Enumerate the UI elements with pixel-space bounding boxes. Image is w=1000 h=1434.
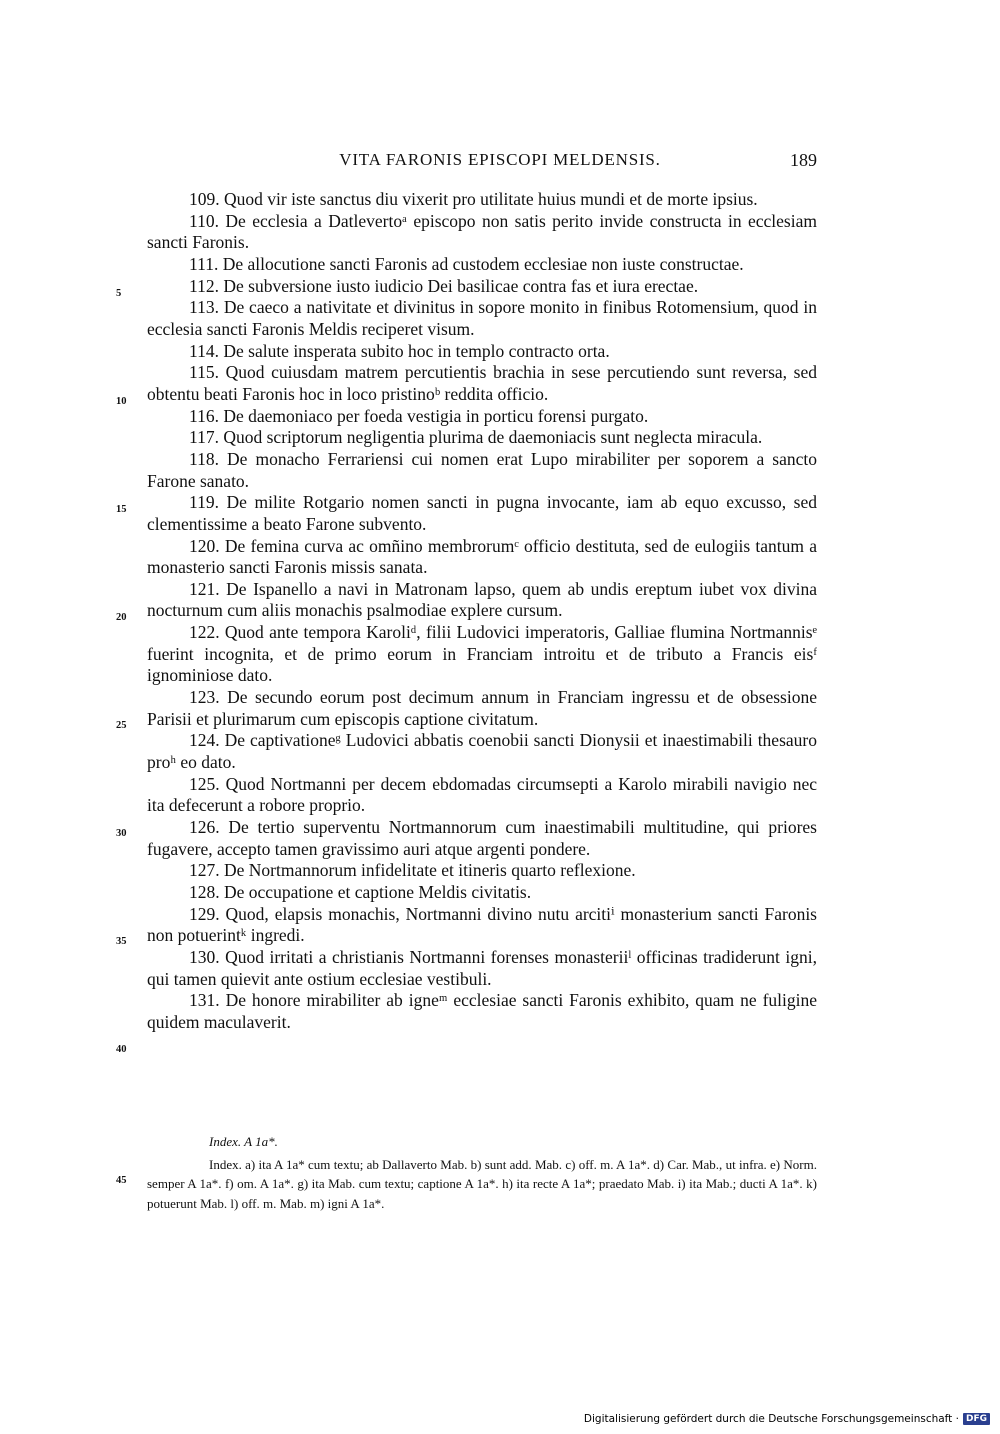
index-entry: 116. De daemoniaco per foeda vestigia in porticu forensi purgato.: [189, 405, 649, 426]
footnotes: [147, 1132, 817, 1213]
index-entry: 128. De occupatione et captione Meldis civitatis.: [189, 882, 532, 902]
footnote-line-number: 45: [116, 1175, 127, 1186]
index-entry: 123. De secundo eorum post decimum annum in Franciam ingressu et de obsessione Parisii et plurimarum cum episcopis captione civitatum.: [147, 687, 817, 729]
line-number: 30: [116, 828, 127, 839]
dfg-logo: DFG: [963, 1413, 990, 1425]
footnote-heading: Index. A 1a*.: [209, 1134, 278, 1149]
index-entry: 124. De captivationeᵍ Ludovici abbatis coenobii sancti Dionysii et inaestimabili thesauro proʰ eo dato.: [147, 730, 817, 773]
index-entry: 129. Quod, elapsis monachis, Nortmanni divino nutu arcitiⁱ monasterium sancti Faronis non potuerintᵏ ingredi.: [147, 903, 817, 946]
index-entry: 118. De monacho Ferrariensi cui nomen erat Lupo mirabiliter per soporem a sancto Farone sanato.: [147, 448, 817, 491]
page-number: 189: [790, 150, 817, 170]
index-entry: 130. Quod irritati a christianis Nortmanni forenses monasteriiˡ officinas tradiderunt igni, qui tamen quievit ante ostium ecclesiae vestibuli.: [147, 946, 817, 989]
line-number: 10: [116, 396, 127, 407]
index-entry: 115. Quod cuiusdam matrem percutientis brachia in sese percutiendo sunt reversa, sed obtentu beati Faronis hoc in loco pristinoᵇ reddita officio.: [147, 362, 817, 404]
index-entry: 112. De subversione iusto iudicio Dei basilicae contra fas et iura erectae.: [189, 275, 699, 296]
index-entry: 113. De caeco a nativitate et divinitus in sopore monito in finibus Rotomensium, quod in ecclesia sancti Faronis Meldis reciperet visum.: [147, 297, 817, 339]
footnote-body: Index. a) ita A 1a* cum textu; ab Dallaverto Mab. b) sunt add. Mab. c) off. m. A 1a*. d) Car. Mab., ut infra. e) Norm. semper A 1a*. f) om. A 1a*. g) ita Mab. cum textu; captione A 1a*. h) ita recte A 1a*; praedato Mab. i) ita Mab.; ducti A 1a*. k) potuerunt Mab. l) off. m. Mab. m) igni A 1a*.: [147, 1156, 817, 1211]
line-number: 20: [116, 612, 127, 623]
line-number: 25: [116, 720, 127, 731]
index-entry: 114. De salute insperata subito hoc in templo contracto orta.: [189, 340, 610, 361]
index-entry: 111. De allocutione sancti Faronis ad custodem ecclesiae non iuste constructae.: [189, 253, 744, 274]
index-entry: 117. Quod scriptorum negligentia plurima de daemoniacis sunt neglecta miracula.: [189, 427, 763, 448]
index-entry: 125. Quod Nortmanni per decem ebdomadas circumsepti a Karolo mirabili navigio nec ita defecerunt a robore proprio.: [147, 773, 817, 816]
index-list: [147, 189, 817, 1034]
credit-text: Digitalisierung gefördert durch die Deutsche Forschungsgemeinschaft ·: [583, 1413, 959, 1425]
index-entry: 120. De femina curva ac omñino membrorumᶜ officio destituta, sed de eulogiis tantum a monasterio sancti Faronis missis sanata.: [147, 535, 817, 578]
line-number: 5: [116, 288, 122, 299]
index-entry: 122. Quod ante tempora Karoliᵈ, filii Ludovici imperatoris, Galliae flumina Nortmannisᵉ fuerint incognita, et de primo eorum in Franciam introitu et de tributo a Francis eisᶠ ignominiose dato.: [147, 622, 817, 686]
index-entry: 127. De Nortmannorum infidelitate et itineris quarto reflexione.: [189, 860, 636, 881]
digitization-credit: [584, 1413, 990, 1425]
index-entry: 121. De Ispanello a navi in Matronam lapso, quem ab undis ereptum iubet vox divina nocturnum cum aliis monachis psalmodiae explere cursum.: [147, 578, 817, 621]
index-entry: 109. Quod vir iste sanctus diu vixerit pro utilitate huius mundi et de morte ipsius.: [189, 189, 758, 209]
line-number: 15: [116, 504, 127, 515]
index-entry: 110. De ecclesia a Datlevertoᵃ episcopo non satis perito invide constructa in ecclesiam sancti Faronis.: [147, 210, 817, 253]
index-entry: 126. De tertio superventu Nortmannorum cum inaestimabili multitudine, qui priores fugavere, accepto tamen gravissimo auri atque argenti pondere.: [147, 817, 817, 859]
index-entry: 131. De honore mirabiliter ab igneᵐ ecclesiae sancti Faronis exhibito, quam ne fuligine quidem maculaverit.: [147, 990, 817, 1032]
line-number: 40: [116, 1044, 127, 1055]
line-number: 35: [116, 936, 127, 947]
index-entry: 119. De milite Rotgario nomen sancti in pugna invocante, iam ab equo excusso, sed clementissime a beato Farone subvento.: [147, 492, 817, 534]
running-title: VITA FARONIS EPISCOPI MELDENSIS.: [339, 150, 661, 169]
